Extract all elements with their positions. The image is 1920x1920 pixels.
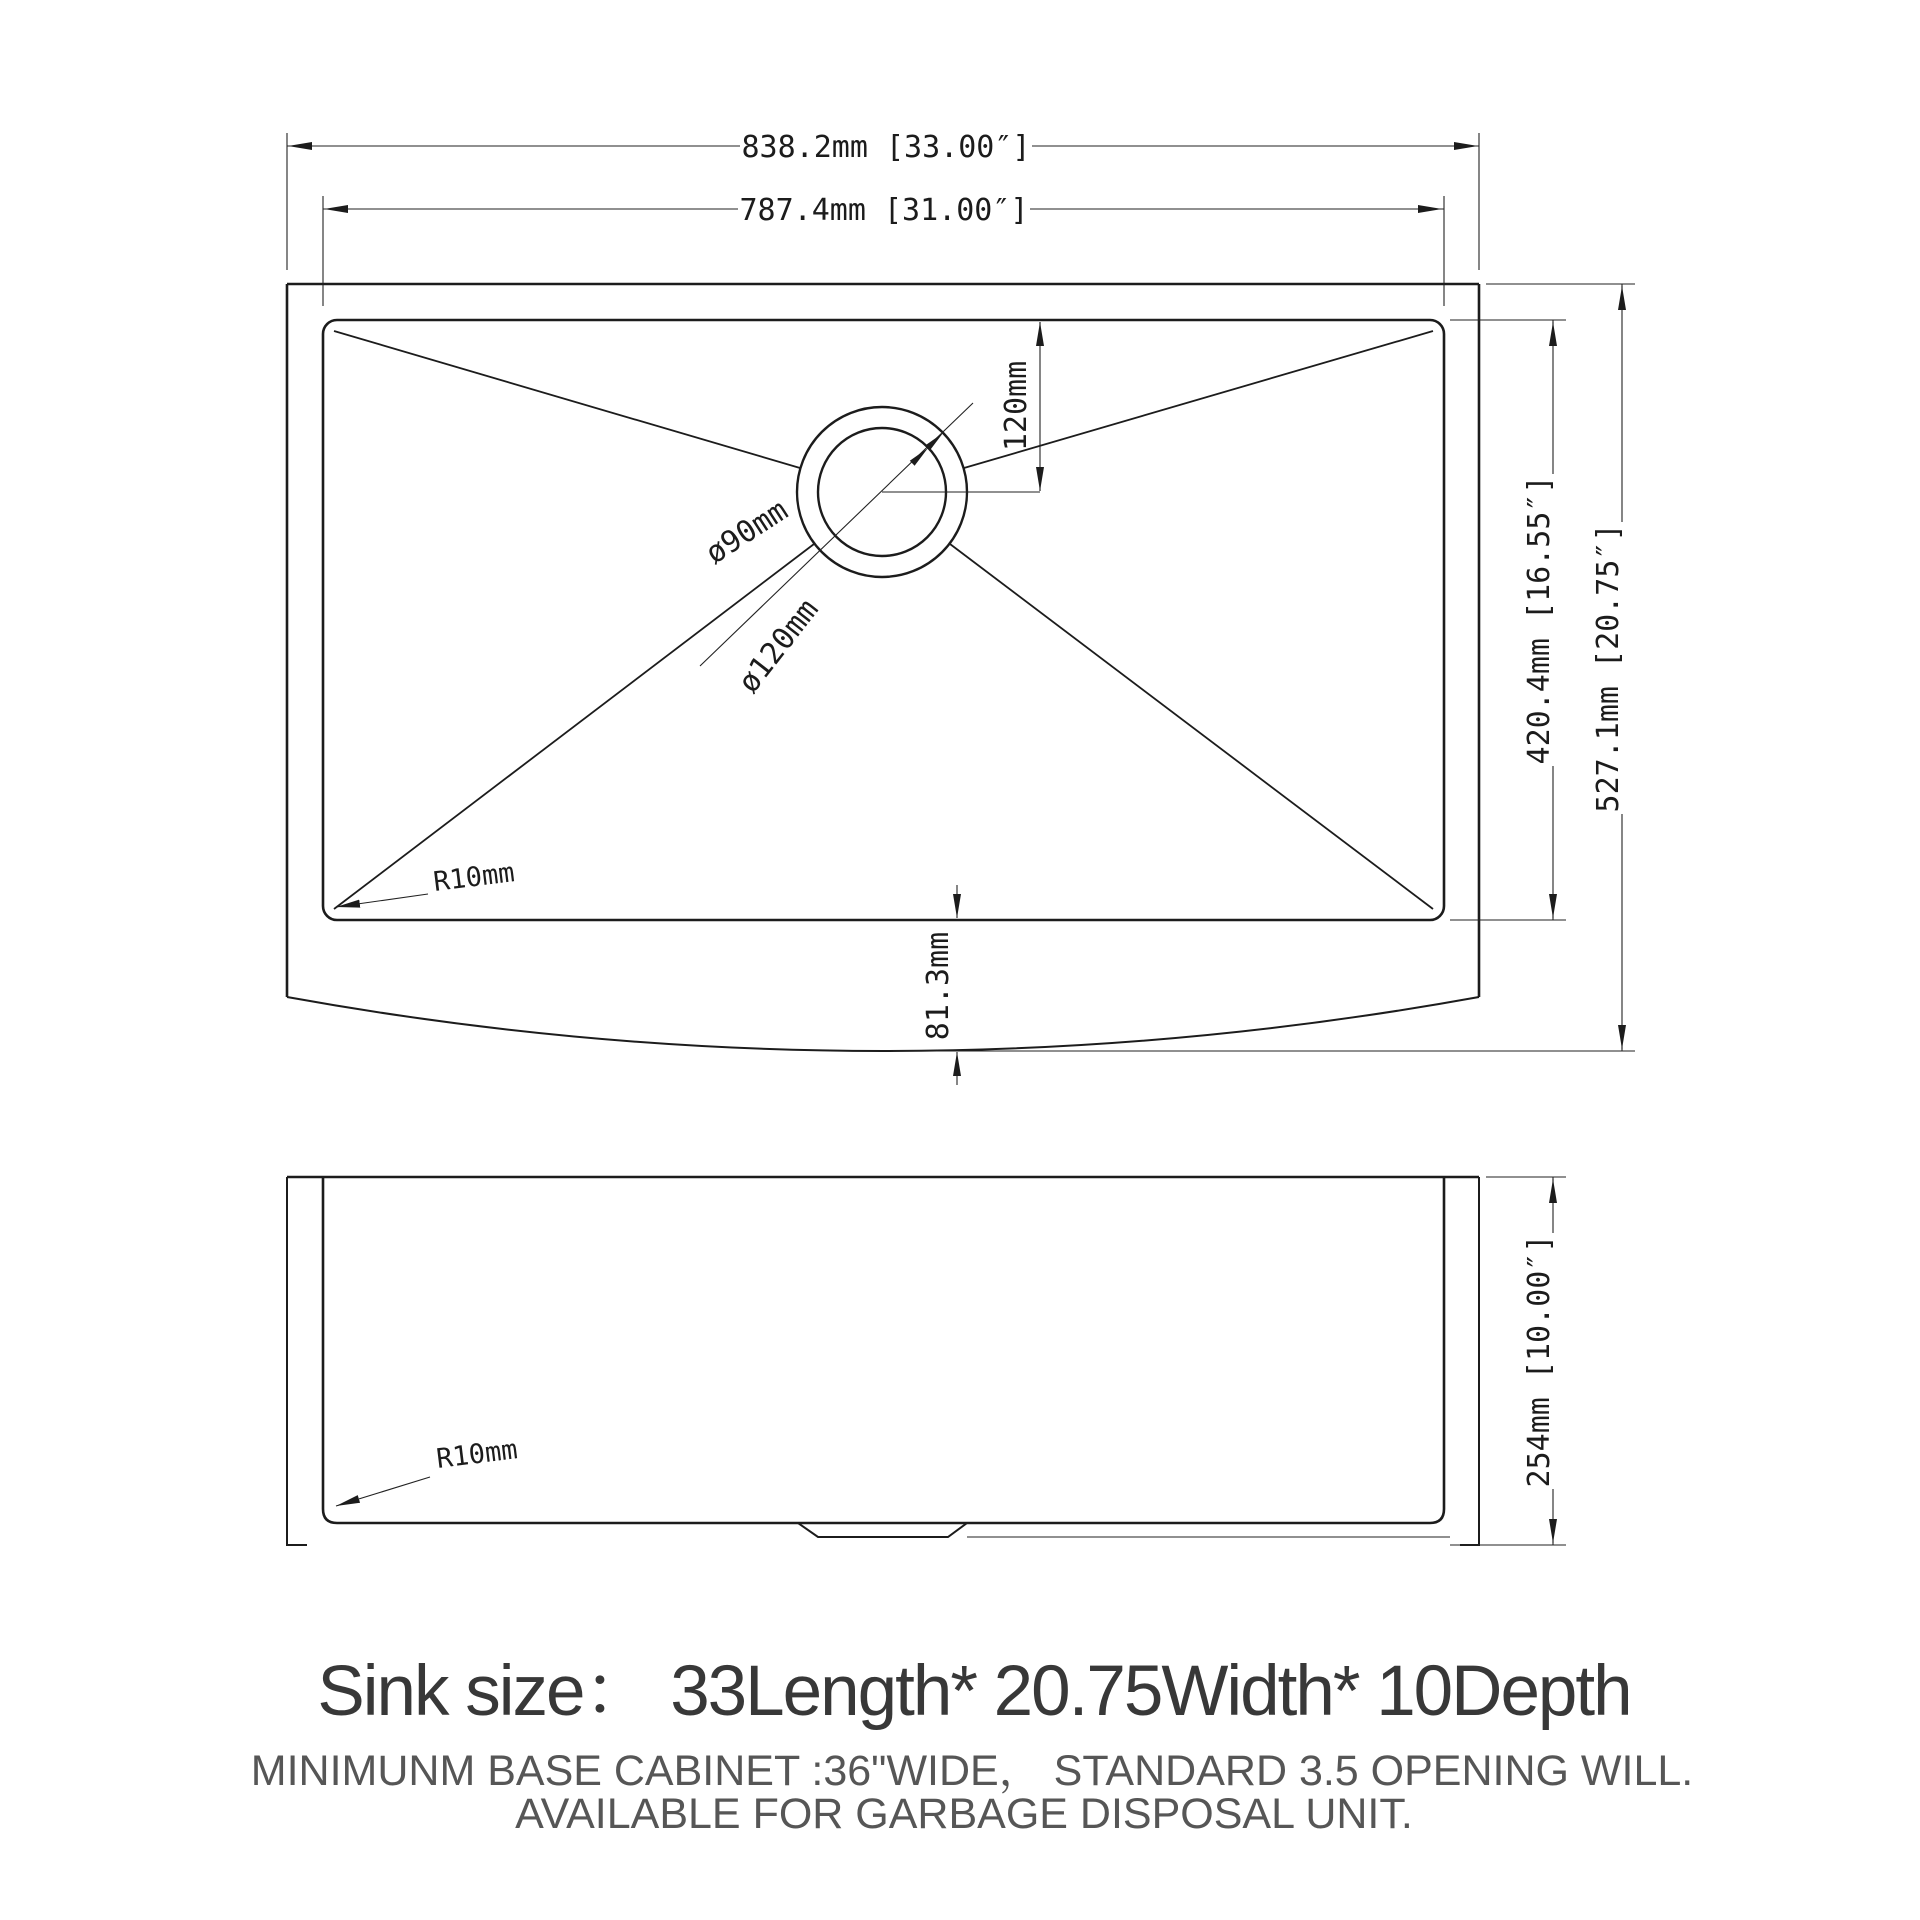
basin-slope-line-tr <box>964 331 1433 468</box>
dim-basin-height: 420.4mm [16.55″] <box>1522 475 1557 765</box>
front-bowl-outline <box>323 1177 1444 1523</box>
arrow-drain-inner <box>910 448 928 466</box>
dim-drain-inner-diameter: ø90mm <box>699 492 795 572</box>
front-drain-trapezoid <box>798 1523 967 1537</box>
dim-front-height: 254mm [10.00″] <box>1522 1234 1557 1488</box>
arrow-drain-outer <box>925 433 943 451</box>
basin-slope-line-tl <box>334 331 800 468</box>
dim-overall-width: 838.2mm [33.00″] <box>741 130 1031 165</box>
top-view <box>287 130 1635 1085</box>
dim-drain-outer-diameter: ø120mm <box>731 592 826 700</box>
dim-basin-width: 787.4mm [31.00″] <box>739 193 1029 228</box>
front-apron-left-edge <box>287 1177 307 1545</box>
garbage-disposal-note: AVAILABLE FOR GARBAGE DISPOSAL UNIT. <box>515 1790 1413 1838</box>
dim-apron-depth: 81.3mm <box>921 931 956 1041</box>
apron-front-curve <box>287 997 1479 1051</box>
basin-slope-line-bl <box>334 544 814 909</box>
base-cabinet-note: MINIMUNM BASE CABINET :36"WIDE， STANDARD 3.5 OPENING WILL. <box>250 1747 1694 1795</box>
front-view <box>287 1177 1566 1545</box>
dim-overall-height: 527.1mm [20.75″] <box>1591 523 1626 813</box>
basin-outline <box>323 320 1444 920</box>
basin-slope-line-br <box>950 544 1433 909</box>
dim-drain-offset: 120mm <box>999 360 1034 452</box>
dim-corner-radius-top: R10mm <box>431 857 517 898</box>
sink-size-title: Sink size： 33Length* 20.75Width* 10Depth <box>317 1652 1631 1731</box>
dim-corner-radius-front: R10mm <box>434 1434 520 1475</box>
leader-corner-radius-front <box>336 1477 430 1506</box>
front-apron-right-edge <box>1460 1177 1479 1545</box>
